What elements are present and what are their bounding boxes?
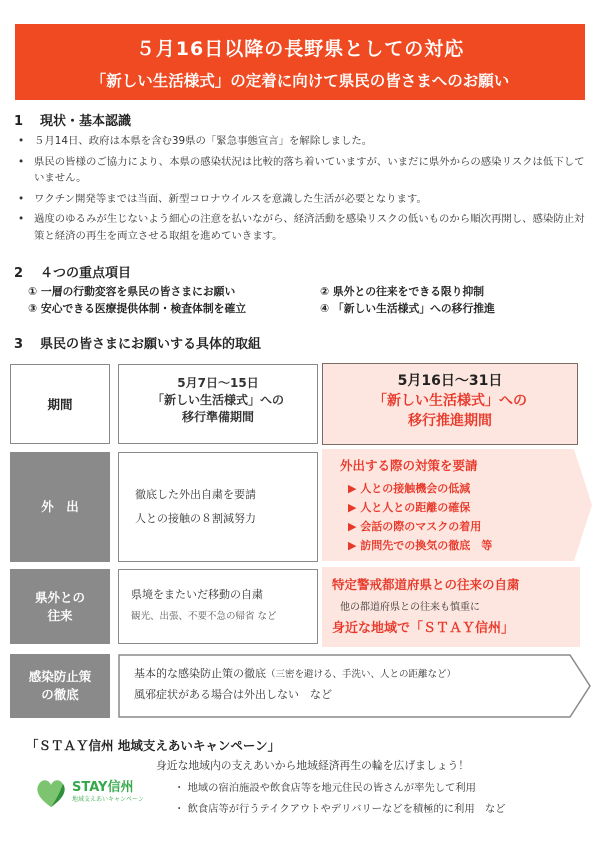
bullet-item: • 過度のゆるみが生じないよう細心の注意を払いながら、経済活動を感染リスクの低いものから順次再開し、感染防止対策と経済の再生を両立させる取組を進めていきます。 (18, 211, 588, 244)
section-2-heading (14, 262, 131, 281)
bullet-item: • ワクチン開発等までは当面、新型コロナウイルスを意識した生活が必要となります。 (18, 191, 588, 208)
outing-phase-2-head: 外出する際の対策を要請 (340, 458, 478, 473)
phase-1-line3: 移行準備期間 (181, 410, 254, 424)
outing-measure-item: ▶ 人との接触機会の低減 (348, 482, 471, 495)
stay-shinshu-logo (34, 776, 154, 810)
travel-phase-2 (322, 567, 580, 647)
period-label: 期間 (10, 364, 110, 444)
campaign-section (26, 736, 576, 815)
outing-phase-1-line1: 徹底した外出自粛を要請 (135, 488, 256, 501)
prevention-line1 (134, 664, 574, 685)
phase-2-line2: 「新しい生活様式」への (373, 393, 527, 409)
prevention-line1-main: 基本的な感染防止策の徹底 (134, 667, 266, 680)
travel-phase-1-line1: 県境をまたいだ移動の自粛 (131, 588, 263, 601)
outing-measure-item: ▶ 会話の際のマスクの着用 (348, 520, 482, 533)
travel-phase-1-line2: 観光、出張、不要不急の帰省 など (131, 611, 277, 622)
travel-phase-1 (118, 569, 318, 644)
travel-phase-2-head: 特定警戒都道府県との往来の自粛 (332, 577, 520, 592)
travel-phase-2-stay: 身近な地域で「ＳＴＡＹ信州」 (332, 621, 515, 636)
campaign-title: 「ＳＴＡＹ信州 地域支えあいキャンペーン」 (26, 738, 281, 753)
section-2-number: 2 (14, 266, 24, 281)
section-1-heading (14, 110, 131, 129)
outing-phase-1 (118, 452, 318, 562)
phase-2-header (322, 363, 578, 445)
travel-phase-2-sub: 他の都道府県との往来も慎重に (340, 602, 480, 613)
phase-2-line3: 移行推進期間 (408, 413, 492, 429)
outing-measures-list (340, 479, 580, 555)
bullet-item: • 県民の皆様のご協力により、本県の感染状況は比較的落ち着いていますが、いまだに県外からの感染リスクは低下していません。 (18, 154, 588, 187)
status-bullet-list (18, 133, 588, 248)
phase-2-dates: 5月16日～31日 (397, 373, 503, 389)
phase-1-dates: 5月7日～15日 (177, 376, 259, 390)
travel-label-line1: 県外との (34, 589, 85, 605)
logo-text: STAY信州 (72, 780, 134, 795)
prevention-content (134, 664, 574, 705)
focus-item-4: ④ 「新しい生活様式」への移行推進 (320, 302, 495, 315)
travel-label (10, 569, 110, 644)
prevention-line2: 風邪症状がある場合は外出しない など (134, 688, 332, 701)
page-subtitle: 「新しい生活様式」の定着に向けて県民の皆さまへのお願い (90, 72, 510, 90)
campaign-item: ・ 地域の宿泊施設や飲食店等を地元住民の皆さんが率先して利用 (174, 782, 476, 794)
phase-1-header (118, 364, 318, 444)
heart-icon (34, 776, 68, 810)
section-3-title: 県民の皆さまにお願いする具体的取組 (40, 337, 262, 352)
focus-item-1: ① 一層の行動変容を県民の皆さまにお願い (28, 285, 236, 298)
section-1-number: 1 (14, 114, 24, 129)
focus-items (28, 284, 568, 318)
outing-label: 外 出 (10, 452, 110, 562)
focus-item-2: ② 県外との往来をできる限り抑制 (320, 285, 485, 298)
page-title: ５月16日以降の長野県としての対応 (135, 38, 465, 60)
header-banner (15, 24, 585, 100)
section-1-title: 現状・基本認識 (40, 114, 132, 129)
campaign-items (174, 778, 506, 820)
phase-1-line2: 「新しい生活様式」への (151, 393, 284, 407)
campaign-subtitle: 身近な地域内の支えあいから地域経済再生の輪を広げましょう！ (156, 759, 470, 772)
logo-subtext: 地域支えあいキャンペーン (72, 796, 144, 803)
outing-measure-item: ▶ 人と人との距離の確保 (348, 501, 471, 514)
prevention-label-line2: の徹底 (41, 687, 79, 702)
prevention-line1-note: （三密を避ける、手洗い、人との距離など） (266, 669, 457, 680)
outing-phase-1-line2: 人との接触の８割減努力 (135, 512, 256, 525)
outing-measure-item: ▶ 訪問先での換気の徹底 等 (348, 539, 493, 552)
travel-label-line2: 往来 (47, 607, 73, 623)
bullet-item: • ５月14日、政府は本県を含む39県の「緊急事態宣言」を解除しました。 (18, 133, 588, 150)
prevention-label (10, 654, 110, 718)
section-3-heading (14, 333, 261, 352)
focus-item-3: ③ 安心できる医療提供体制・検査体制を確立 (28, 302, 247, 315)
outing-phase-2 (340, 456, 580, 555)
section-2-title: ４つの重点項目 (40, 266, 132, 281)
campaign-item: ・ 飲食店等が行うテイクアウトやデリバリーなどを積極的に利用 など (174, 803, 506, 815)
section-3-number: 3 (14, 337, 24, 352)
prevention-label-line1: 感染防止策 (28, 669, 92, 684)
